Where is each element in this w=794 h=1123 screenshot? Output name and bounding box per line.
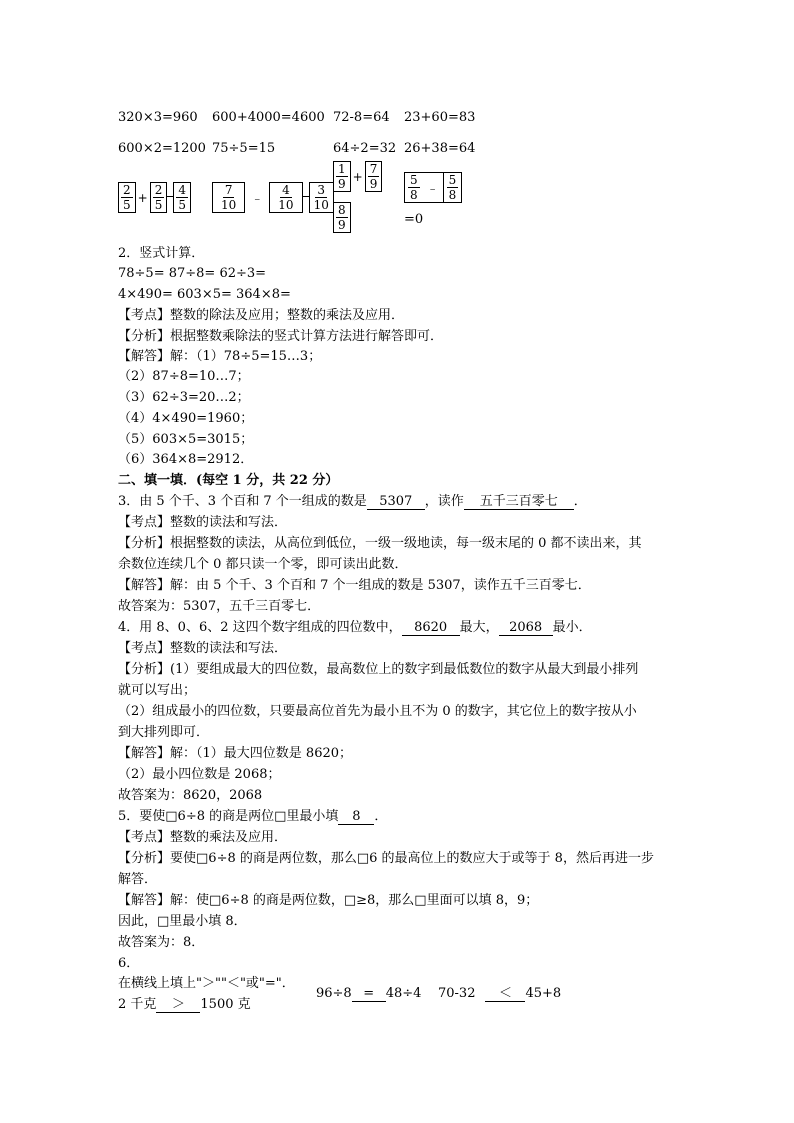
q4-jieda-cont: （2）最小四位数是 2068； — [118, 767, 281, 782]
q3-fenxi — [118, 536, 642, 552]
kaodian-text: 整数的读法和写法． — [170, 641, 288, 656]
fenxi-tag: 【分析】 — [118, 536, 171, 551]
q2-answer-line: （6）364×8=2912． — [118, 452, 254, 467]
operator: + — [352, 169, 363, 184]
jieda-text: 解：由 5 个千、3 个百和 7 个一组成的数是 5307，读作五千三百零七． — [170, 578, 591, 593]
q2-jieda — [118, 349, 321, 365]
q4-fenxi — [118, 662, 638, 678]
q3-fenxi-cont: 余数位连续几个 0 都只读一个零，即可读出此数． — [118, 557, 408, 572]
q4-text: 4．用 8、0、6、2 这四个数字组成的四位数中， — [118, 620, 402, 635]
q5-fenxi — [118, 851, 654, 867]
q6-instruction: 在横线上填上"＞""＜"或"="． — [118, 976, 295, 991]
q6-expr-right: 1500 克 — [200, 997, 251, 1012]
jieda-tag: 【解答】 — [118, 746, 171, 761]
numerator: 5 — [448, 173, 457, 187]
fenxi-tag: 【分析】 — [118, 662, 171, 677]
q6-expr-right: 48÷4 — [385, 986, 422, 1001]
fraction-result — [309, 182, 334, 213]
calc-row2-item4: 26+38=64 — [404, 141, 476, 156]
denominator: 10 — [313, 198, 329, 212]
denominator: 10 — [278, 198, 294, 212]
numerator: 2 — [154, 183, 163, 197]
q6-expr-left: 70-32 — [438, 986, 476, 1001]
kaodian-tag: 【考点】 — [118, 515, 171, 530]
fenxi-text: 根据整数的读法，从高位到低位，一级一级地读，每一级末尾的 0 都不读出来，其 — [170, 536, 642, 551]
fraction-4-result: =0 — [404, 212, 424, 227]
kaodian-tag: 【考点】 — [118, 830, 171, 845]
fenxi-text: 要使□6÷8 的商是两位数，那么□6 的最高位上的数应大于或等于 8，然后再进一步 — [170, 851, 654, 866]
q6-expr-left: 96÷8 — [316, 986, 352, 1001]
q5-text: 5．要使□6÷8 的商是两位□里最小填 — [118, 809, 339, 824]
fraction-expression-4 — [404, 172, 462, 203]
fraction-result — [173, 182, 191, 213]
kaodian-text: 整数的读法和写法． — [170, 515, 288, 530]
q5-jieda-cont: 因此，□里最小填 8． — [118, 914, 247, 929]
numerator: 5 — [410, 173, 418, 187]
numerator: 8 — [338, 203, 346, 217]
denominator: 9 — [369, 177, 378, 191]
q3-text: ． — [573, 494, 587, 509]
q2-row2: 4×490= 603×5= 364×8= — [118, 287, 291, 302]
fraction-operand — [269, 182, 302, 213]
q6-expr-right: 45+8 — [525, 986, 562, 1001]
denominator: 8 — [410, 188, 418, 202]
fraction-operand — [212, 182, 245, 213]
jieda-text: 解：（1）最大四位数是 8620； — [170, 746, 353, 761]
q2-answer-line: （4）4×490=1960； — [118, 411, 254, 426]
q4-jieda — [118, 746, 352, 762]
fraction-expression-1 — [118, 182, 191, 213]
q6-expression-3 — [118, 997, 251, 1013]
q3-answer-blank-2: 五千三百零七 — [464, 494, 574, 510]
q2-title: 2．竖式计算． — [118, 246, 205, 261]
q6-answer-blank-2: ＜ — [485, 986, 525, 1002]
q2-kaodian — [118, 308, 404, 324]
fraction-expression-2 — [212, 182, 334, 213]
denominator: 10 — [221, 198, 237, 212]
jieda-text: 解：（1）78÷5=15…3； — [170, 349, 322, 364]
q3-text: ，读作 — [424, 494, 464, 509]
q4-fenxi-cont: 到大排列即可． — [118, 725, 210, 740]
q4-question — [118, 620, 592, 636]
denominator: 5 — [123, 198, 131, 212]
fraction-operand — [333, 161, 351, 192]
q5-answer: 故答案为：8． — [118, 935, 205, 950]
calc-row1-item2: 600+4000=4600 — [212, 110, 325, 125]
denominator: 9 — [338, 218, 346, 232]
kaodian-tag: 【考点】 — [118, 308, 171, 323]
q6-expression-1 — [316, 986, 421, 1002]
numerator: 7 — [224, 183, 233, 197]
q4-text: 最小． — [552, 620, 592, 635]
calc-row2-item3: 64÷2=32 — [333, 141, 397, 156]
fraction-result-3 — [333, 202, 351, 233]
section-heading: 二、填一填．(每空 1 分，共 22 分） — [118, 473, 339, 488]
fraction-operand — [365, 161, 383, 192]
numerator: 3 — [317, 183, 326, 197]
denominator: 8 — [448, 188, 457, 202]
kaodian-text: 整数的乘法及应用． — [170, 830, 288, 845]
calc-row2-item2: 75÷5=15 — [212, 141, 276, 156]
q6-expr-left: 2 千克 — [118, 997, 157, 1012]
numerator: 7 — [369, 162, 378, 176]
operator: ﹣ — [426, 180, 439, 195]
q5-kaodian — [118, 830, 287, 846]
q4-text: 最大， — [459, 620, 499, 635]
q2-row1: 78÷5= 87÷8= 62÷3= — [118, 266, 267, 281]
denominator: 5 — [178, 198, 186, 212]
q3-jieda — [118, 578, 591, 594]
q4-answer: 故答案为：8620，2068 — [118, 788, 263, 803]
q2-answer-line: （3）62÷3=20…2； — [118, 390, 250, 405]
q3-answer: 故答案为：5307，五千三百零七． — [118, 599, 321, 614]
q5-text: ． — [374, 809, 388, 824]
numerator: 1 — [338, 162, 346, 176]
q3-text: 3．由 5 个千、3 个百和 7 个一组成的数是 — [118, 494, 367, 509]
operator: ﹣ — [251, 191, 264, 205]
q4-answer-blank-1: 8620 — [402, 620, 460, 636]
q6-answer-blank-3: ＞ — [156, 997, 200, 1013]
kaodian-tag: 【考点】 — [118, 641, 171, 656]
q4-fenxi-cont: （2）组成最小的四位数，只要最高位首先为最小且不为 0 的数字，其它位上的数字按从小 — [118, 704, 637, 719]
calc-row1-item4: 23+60=83 — [404, 110, 476, 125]
denominator: 5 — [154, 198, 163, 212]
numerator: 4 — [282, 183, 290, 197]
denominator: 9 — [338, 177, 346, 191]
fenxi-text: (1）要组成最大的四位数，最高数位上的数字到最低数位的数字从最大到最小排列 — [170, 662, 639, 677]
operator: + — [137, 190, 148, 205]
q2-fenxi — [118, 329, 443, 345]
calc-row2-item1: 600×2=1200 — [118, 141, 206, 156]
q4-fenxi-cont: 就可以写出； — [118, 683, 197, 698]
fraction-operand — [118, 182, 136, 213]
q5-question — [118, 809, 387, 825]
q5-jieda — [118, 893, 538, 909]
jieda-text: 解：使□6÷8 的商是两位数，□≥8，那么□里面可以填 8，9； — [170, 893, 539, 908]
q5-answer-blank: 8 — [338, 809, 374, 825]
jieda-tag: 【解答】 — [118, 893, 171, 908]
q6-expression-2 — [438, 986, 561, 1002]
numerator: 4 — [178, 183, 186, 197]
q2-answer-line: （2）87÷8=10…7； — [118, 369, 250, 384]
fraction-operand — [150, 182, 168, 213]
fraction-expression-3 — [333, 161, 382, 192]
calc-row1-item3: 72-8=64 — [333, 110, 390, 125]
calc-row1-item1: 320×3=960 — [118, 110, 198, 125]
jieda-tag: 【解答】 — [118, 349, 171, 364]
jieda-tag: 【解答】 — [118, 578, 171, 593]
fenxi-tag: 【分析】 — [118, 329, 171, 344]
q4-answer-blank-2: 2068 — [499, 620, 553, 636]
q3-answer-blank-1: 5307 — [367, 494, 425, 510]
fenxi-text: 根据整数乘除法的竖式计算方法进行解答即可． — [170, 329, 444, 344]
numerator: 2 — [123, 183, 131, 197]
fenxi-tag: 【分析】 — [118, 851, 171, 866]
q2-answer-line: （5）603×5=3015； — [118, 432, 254, 447]
kaodian-text: 整数的除法及应用；整数的乘法及应用． — [170, 308, 405, 323]
q6-answer-blank-1: = — [352, 986, 386, 1002]
q5-fenxi-cont: 解答． — [118, 872, 158, 887]
q3-kaodian — [118, 515, 287, 531]
q6-number: 6． — [118, 956, 140, 971]
q3-question — [118, 494, 587, 510]
fraction-box — [404, 172, 462, 203]
q4-kaodian — [118, 641, 287, 657]
fraction-result — [333, 202, 351, 233]
